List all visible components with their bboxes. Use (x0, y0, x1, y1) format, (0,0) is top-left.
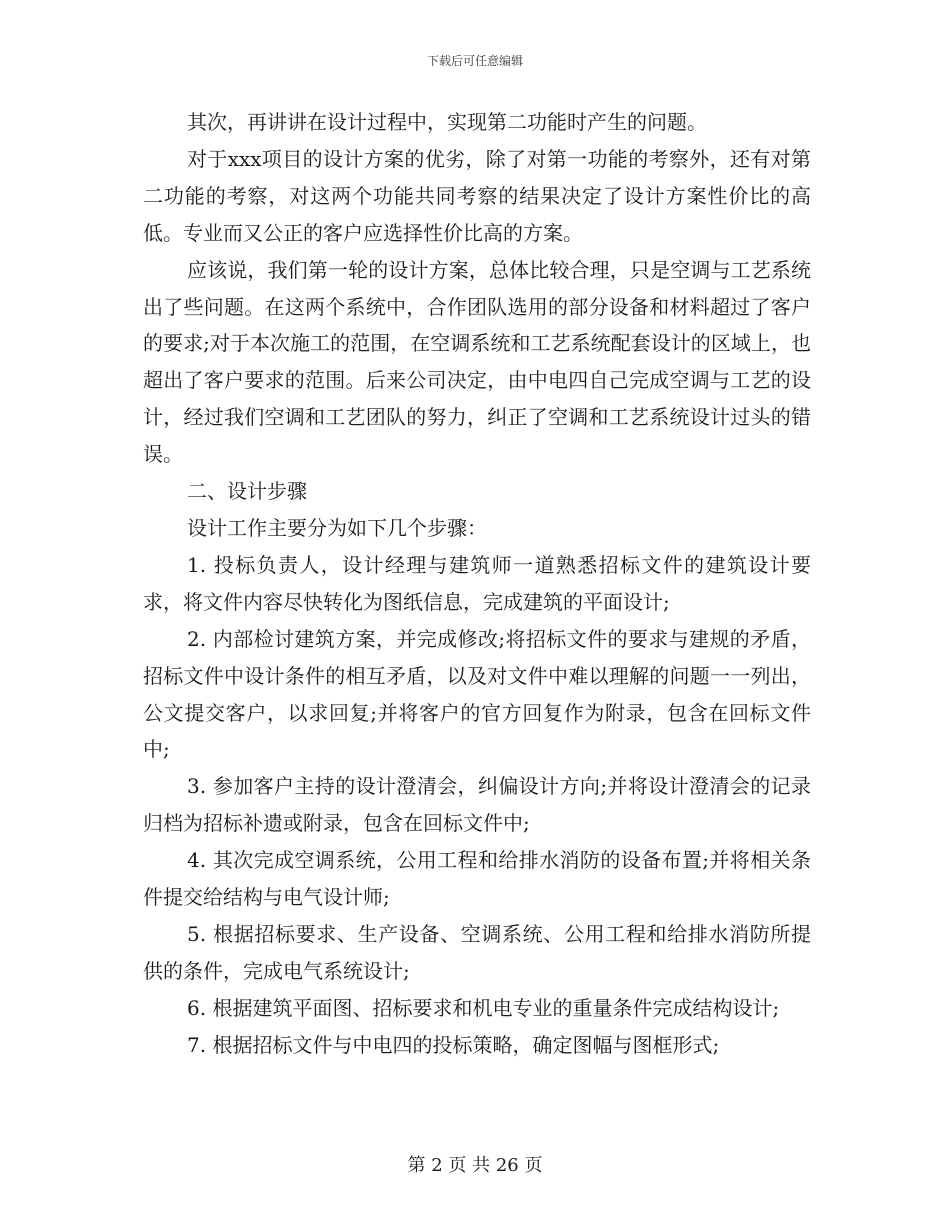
list-item-step-2: 2. 内部检讨建筑方案，并完成修改;将招标文件的要求与建规的矛盾，招标文件中设计条件的相互矛盾，以及对文件中难以理解的问题一一列出，公文提交客户，以求回复;并将客户的官方回复作为附录，包含在回标文件中; (143, 626, 811, 762)
list-item-step-4: 4. 其次完成空调系统，公用工程和给排水消防的设备布置;并将相关条件提交给结构与电气设计师; (143, 848, 811, 910)
paragraph-first-round: 应该说，我们第一轮的设计方案，总体比较合理，只是空调与工艺系统出了些问题。在这两个系统中，合作团队选用的部分设备和材料超过了客户的要求;对于本次施工的范围，在空调系统和工艺系统配套设计的区域上，也超出了客户要求的范围。后来公司决定，由中电四自己完成空调与工艺的设计，经过我们空调和工艺团队的努力，纠正了空调和工艺系统设计过头的错误。 (143, 257, 811, 467)
page-header: 下载后可任意编辑 (426, 54, 523, 68)
paragraph-evaluation: 对于xxx项目的设计方案的优劣，除了对第一功能的考察外，还有对第二功能的考察，对这两个功能共同考察的结果决定了设计方案性价比的高低。专业而又公正的客户应选择性价比高的方案。 (143, 146, 811, 245)
section-heading: 二、设计步骤 (187, 479, 307, 504)
paragraph-intro: 其次，再讲讲在设计过程中，实现第二功能时产生的问题。 (187, 110, 707, 134)
document-body (143, 104, 811, 1064)
list-item-step-1: 1. 投标负责人，设计经理与建筑师一道熟悉招标文件的建筑设计要求，将文件内容尽快转化为图纸信息，完成建筑的平面设计; (143, 552, 811, 614)
paragraph-steps-intro: 设计工作主要分为如下几个步骤： (187, 515, 487, 540)
list-item-step-5: 5. 根据招标要求、生产设备、空调系统、公用工程和给排水消防所提供的条件，完成电气系统设计; (143, 921, 811, 983)
list-item-step-6: 6. 根据建筑平面图、招标要求和机电专业的重量条件完成结构设计; (187, 995, 780, 1020)
list-item-step-7: 7. 根据招标文件与中电四的投标策略，确定图幅与图框形式; (187, 1032, 720, 1057)
list-item-step-3: 3. 参加客户主持的设计澄清会，纠偏设计方向;并将设计澄清会的记录归档为招标补遗或附录，包含在回标文件中; (143, 774, 811, 836)
page-number-footer: 第 2 页 共 26 页 (407, 1155, 543, 1176)
